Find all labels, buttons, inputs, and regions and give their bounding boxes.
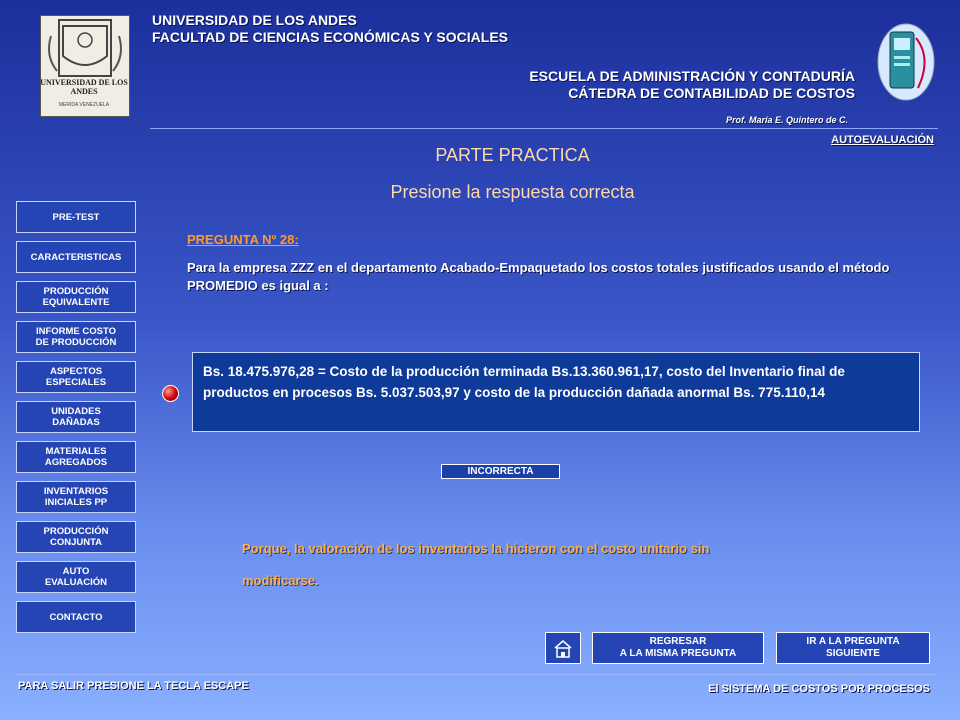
answer-explanation: Porque, la valoración de los inventarios la hicieron con el costo unitario sin modificarse. (242, 541, 710, 588)
next-button-label: IR A LA PREGUNTA SIGUIENTE (806, 636, 900, 659)
page-instruction: Presione la respuesta correcta (390, 182, 635, 202)
sidebar-item-unidades-danadas[interactable]: UNIDADES DAÑADAS (16, 401, 136, 433)
logo-text: UNIVERSIDAD DE LOS ANDES (40, 78, 128, 96)
home-icon (546, 633, 580, 663)
sidebar-item-pre-test[interactable]: PRE-TEST (16, 201, 136, 233)
sidebar-item-produccion-conjunta[interactable]: PRODUCCIÓN CONJUNTA (16, 521, 136, 553)
answer-bullet-icon[interactable] (162, 385, 179, 402)
sidebar-item-aspectos-especiales[interactable]: ASPECTOS ESPECIALES (16, 361, 136, 393)
chair-name: CÁTEDRA DE CONTABILIDAD DE COSTOS (568, 85, 855, 101)
university-name: UNIVERSIDAD DE LOS ANDES (152, 12, 357, 28)
sidebar-item-caracteristicas[interactable]: CARACTERISTICAS (16, 241, 136, 273)
answer-option[interactable]: Bs. 18.475.976,28 = Costo de la producción terminada Bs.13.360.961,17, costo del Inventario final de productos en procesos Bs. 5.037.503,97 y costo de la producción dañada anormal Bs. 775.110,14 (192, 352, 920, 432)
footer-system-title: El SISTEMA DE COSTOS POR PROCESOS (708, 683, 930, 695)
footer-exit-hint: PARA SALIR PRESIONE LA TECLA ESCAPE (18, 680, 249, 692)
back-same-question-button[interactable] (592, 632, 764, 664)
faculty-name: FACULTAD DE CIENCIAS ECONÓMICAS Y SOCIALES (152, 29, 508, 45)
result-badge: INCORRECTA (441, 464, 560, 479)
sidebar-item-inventarios-iniciales[interactable]: INVENTARIOS INICIALES PP (16, 481, 136, 513)
sidebar-item-informe-costo[interactable]: INFORME COSTO DE PRODUCCIÓN (16, 321, 136, 353)
professor-name: Prof. María E. Quintero de C. (725, 115, 848, 125)
header-school (529, 68, 855, 102)
school-name: ESCUELA DE ADMINISTRACIÓN Y CONTADURÍA (529, 68, 855, 84)
computer-icon (876, 18, 936, 102)
logo-subtext: MERIDA VENEZUELA (58, 102, 110, 108)
next-question-button[interactable] (776, 632, 930, 664)
question-label: PREGUNTA Nº 28: (187, 232, 299, 247)
sidebar-item-auto-evaluacion[interactable]: AUTO EVALUACIÓN (16, 561, 136, 593)
page-title: PARTE PRACTICA (435, 145, 590, 165)
header-university (152, 12, 508, 46)
sidebar-item-contacto[interactable]: CONTACTO (16, 601, 136, 633)
back-button-label: REGRESAR A LA MISMA PREGUNTA (619, 636, 737, 659)
sidebar-item-materiales-agregados[interactable]: MATERIALES AGREGADOS (16, 441, 136, 473)
home-button[interactable] (545, 632, 581, 664)
question-text: Para la empresa ZZZ en el departamento Acabado-Empaquetado los costos totales justificados usando el método PROMEDIO es igual a : (187, 260, 890, 293)
self-evaluation-link[interactable]: AUTOEVALUACIÓN (831, 134, 934, 146)
header-divider (150, 128, 938, 129)
footer-divider (16, 674, 938, 675)
sidebar-item-produccion-equivalente[interactable]: PRODUCCIÓN EQUIVALENTE (16, 281, 136, 313)
